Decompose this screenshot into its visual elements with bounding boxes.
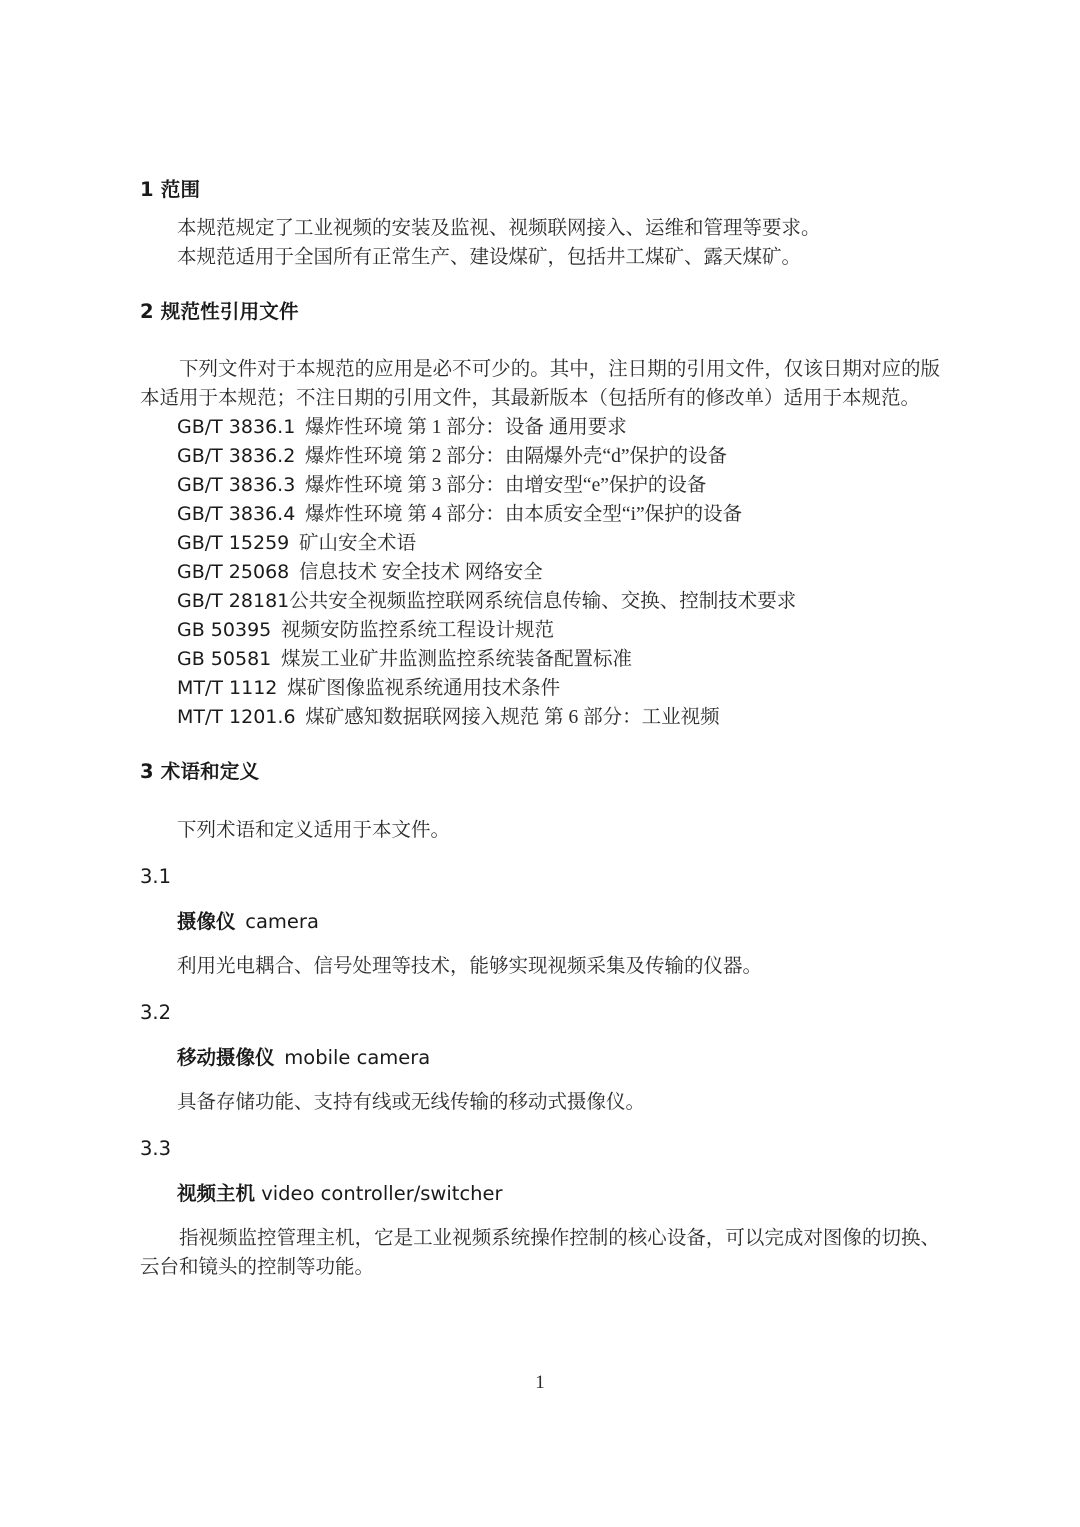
term-entry-list: [140, 864, 940, 1304]
term-name: [177, 1048, 940, 1068]
term-definition: 利用光电耦合、信号处理等技术，能够实现视频采集及传输的仪器。: [177, 955, 763, 977]
reference-code: MT/T 1112: [177, 677, 278, 699]
clause-2-title: 规范性引用文件: [160, 299, 299, 323]
reference-item: [177, 500, 940, 529]
spacer: [140, 1068, 940, 1088]
clause-3-heading: [140, 762, 940, 782]
spacer: [140, 845, 940, 867]
spacer: [140, 932, 940, 952]
page-content: [140, 180, 940, 1304]
reference-code: GB/T 3836.3: [177, 474, 296, 496]
clause-1-number: 1: [140, 178, 154, 201]
clause-3-intro-paragraph: 下列术语和定义适用于本文件。: [177, 819, 451, 841]
term-name-chinese: 摄像仪: [177, 910, 236, 933]
clause-1-paragraph-1: 本规范规定了工业视频的安装及监视、视频联网接入、运维和管理等要求。: [177, 217, 821, 239]
clause-1-paragraph-2: 本规范适用于全国所有正常生产、建设煤矿，包括井工煤矿、露天煤矿。: [177, 246, 802, 268]
spacer: [140, 321, 940, 355]
clause-1-title: 范围: [160, 178, 201, 201]
term-number: 3.3: [140, 1136, 172, 1160]
term-name-separator: [236, 910, 246, 933]
reference-title: 爆炸性环境 第 4 部分：由本质安全型“i”保护的设备: [305, 504, 743, 525]
spacer: [140, 886, 940, 912]
reference-title: 公共安全视频监控联网系统信息传输、交换、控制技术要求: [289, 591, 797, 612]
term-entry: [140, 1136, 940, 1304]
reference-code: GB 50395: [177, 619, 272, 641]
clause-2-number: 2: [140, 299, 154, 323]
spacer: [140, 1022, 940, 1048]
term-definition: 具备存储功能、支持有线或无线传输的移动式摄像仪。: [177, 1091, 646, 1113]
spacer: [140, 1204, 940, 1224]
term-name-english: camera: [245, 910, 319, 933]
spacer: [140, 981, 940, 1003]
spacer: [140, 1117, 940, 1139]
reference-separator: [295, 417, 305, 438]
term-number: 3.1: [140, 864, 172, 888]
reference-code: GB/T 28181: [177, 590, 290, 612]
reference-item: [177, 645, 940, 674]
term-name: [177, 1184, 940, 1204]
reference-separator: [295, 446, 305, 467]
reference-code: GB 50581: [177, 648, 272, 670]
reference-item: [177, 703, 940, 732]
reference-title: 爆炸性环境 第 1 部分：设备 通用要求: [305, 417, 627, 438]
term-name-english: video controller/switcher: [261, 1182, 503, 1205]
reference-separator: [271, 620, 281, 641]
clause-3-number: 3: [140, 760, 154, 783]
reference-title: 视频安防监控系统工程设计规范: [281, 620, 555, 641]
spacer: [140, 1282, 940, 1304]
clause-1-heading: [140, 180, 940, 200]
term-name-chinese: 视频主机: [177, 1182, 256, 1205]
reference-code: GB/T 3836.4: [177, 503, 296, 525]
spacer: [140, 200, 940, 214]
term-name: [177, 912, 940, 932]
page-number: 1: [535, 1372, 545, 1393]
reference-code: GB/T 3836.2: [177, 445, 296, 467]
reference-title: 矿山安全术语: [299, 533, 417, 554]
term-name-chinese: 移动摄像仪: [177, 1046, 275, 1069]
reference-code: GB/T 25068: [177, 561, 290, 583]
term-number: 3.2: [140, 1000, 172, 1024]
spacer: [140, 272, 940, 302]
reference-code: GB/T 3836.1: [177, 416, 296, 438]
reference-title: 煤矿感知数据联网接入规范 第 6 部分：工业视频: [305, 707, 720, 728]
reference-item: [177, 471, 940, 500]
reference-code: GB/T 15259: [177, 532, 290, 554]
reference-item: [177, 674, 940, 703]
reference-separator: [271, 649, 281, 670]
reference-separator: [296, 707, 306, 728]
reference-separator: [295, 475, 305, 496]
reference-title: 信息技术 安全技术 网络安全: [299, 562, 543, 583]
clause-3-title: 术语和定义: [160, 760, 260, 783]
reference-separator: [277, 678, 287, 699]
term-definition: 指视频监控管理主机，它是工业视频系统操作控制的核心设备，可以完成对图像的切换、云台和镜头的控制等功能。: [140, 1227, 940, 1278]
reference-item: [177, 587, 940, 616]
normative-reference-list: [177, 413, 940, 732]
reference-title: 煤矿图像监视系统通用技术条件: [287, 678, 561, 699]
spacer: [140, 1158, 940, 1184]
reference-title: 爆炸性环境 第 2 部分：由隔爆外壳“d”保护的设备: [305, 446, 727, 467]
spacer: [140, 732, 940, 762]
reference-title: 煤炭工业矿井监测监控系统装备配置标准: [281, 649, 633, 670]
term-entry: [140, 864, 940, 1003]
reference-title: 爆炸性环境 第 3 部分：由增安型“e”保护的设备: [305, 475, 707, 496]
clause-2-intro-paragraph: 下列文件对于本规范的应用是必不可少的。其中，注日期的引用文件，仅该日期对应的版本适用于本规范；不注日期的引用文件，其最新版本（包括所有的修改单）适用于本规范。: [140, 359, 940, 409]
reference-item: [177, 442, 940, 471]
reference-item: [177, 616, 940, 645]
reference-item: [177, 529, 940, 558]
term-entry: [140, 1000, 940, 1139]
clause-2-heading: [140, 299, 940, 323]
reference-code: MT/T 1201.6: [177, 706, 296, 728]
reference-separator: [295, 504, 305, 525]
term-name-english: mobile camera: [284, 1046, 431, 1069]
reference-separator: [289, 533, 299, 554]
spacer: [140, 782, 940, 816]
term-name-separator: [275, 1046, 285, 1069]
reference-separator: [289, 562, 299, 583]
reference-item: [177, 558, 940, 587]
reference-item: [177, 413, 940, 442]
